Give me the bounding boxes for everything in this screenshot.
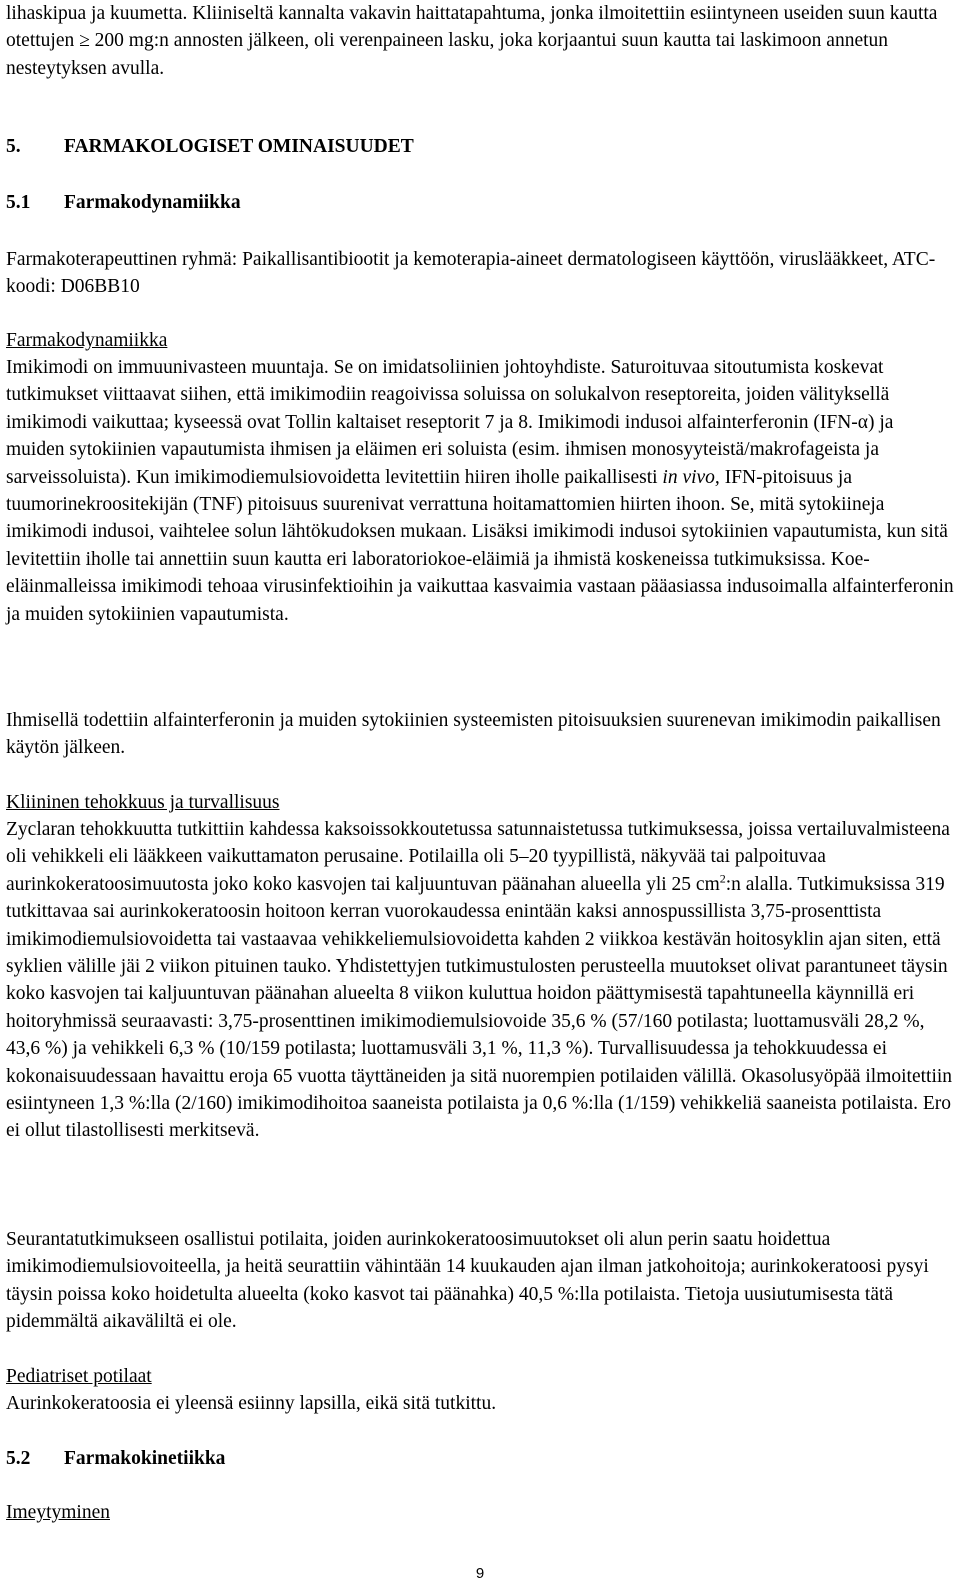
paragraph-clinical (6, 816, 956, 1145)
section-5-1-title: Farmakodynamiikka (64, 192, 241, 213)
paragraph-pediatric: Aurinkokeratoosia ei yleensä esiinny lapsilla, eikä sitä tutkittu. (6, 1393, 497, 1414)
subheading-absorption: Imeytyminen (6, 1502, 110, 1523)
paragraph-follow-up: Seurantatutkimukseen osallistui potilaita, joiden aurinkokeratoosimuutokset oli alun perin saatu hoidettua imikimodiemulsiovoiteella, ja heitä seurattiin vähintään 14 kuukauden ajan ilman jatkohoitoja; aurinkokeratoosi pysyi täysin poissa koko hoidetulta alueelta (koko kasvot tai päänahka) 40,5 %:lla potilaista. Tietoja uusiutumisesta tätä pidemmältä aikaväliltä ei ole. (6, 1229, 929, 1333)
paragraph-atc-code: Farmakoterapeuttinen ryhmä: Paikallisantibiootit ja kemoterapia-aineet dermatologiseen käyttöön, viruslääkkeet, ATC-koodi: D06BB10 (6, 249, 936, 298)
section-5-2-number: 5.2 (6, 1448, 31, 1469)
page-number: 9 (475, 1565, 485, 1582)
section-5-1-heading (6, 189, 956, 216)
paragraph-pharmacodynamics (6, 354, 956, 628)
clinical-text-1: Zyclaran tehokkuutta tutkittiin kahdessa kaksoissokkoutetussa satunnaistetussa tutkimuksessa, joissa vertailuvalmisteena oli vehikkeli eli lääkkeen vaikuttamaton perusaine. Potilailla oli 5–20 tyypillistä, näkyvää tai palpoituvaa aurinkokeratoosimuutosta joko koko kasvojen tai kaljuuntuvan päänahan alueella yli 25 cm (6, 819, 950, 895)
subheading-pharmacodynamics: Farmakodynamiikka (6, 330, 168, 351)
pd-text-2: IFN-pitoisuus ja tuumorinekroositekijän (TNF) pitoisuus suurenivat verrattuna hoitamattomien hiirten ihoon. Se, mitä sytokiineja imikimodi indusoi, vaihtelee solun lähtökudoksen mukaan. Lisäksi imikimodi indusoi sytokiinien vapautumista, kun sitä levitettiin iholle tai annettiin suun kautta eri laboratoriokoe-eläimiä ja ihmistä koskeneissa tutkimuksissa. Koe-eläinmalleissa imikimodi tehoaa virusinfektioihin ja vaikuttaa kasvaimia vastaan pääasiassa indusoimalla alfainterferonin ja muiden sytokiinien vapautumista. (6, 466, 954, 625)
subheading-pediatric: Pediatriset potilaat (6, 1366, 152, 1387)
section-5-1-number: 5.1 (6, 192, 31, 213)
section-5-title: FARMAKOLOGISET OMINAISUUDET (64, 136, 414, 157)
section-5-heading (6, 133, 956, 160)
section-5-2-heading (6, 1445, 956, 1472)
paragraph-human-levels: Ihmisellä todettiin alfainterferonin ja muiden sytokiinien systeemisten pitoisuuksien suurenevan imikimodin paikallisen käytön jälkeen. (6, 710, 941, 759)
pd-text-italic: in vivo, (662, 466, 720, 488)
paragraph-adverse-effects: lihaskipua ja kuumetta. Kliiniseltä kannalta vakavin haittatapahtuma, jonka ilmoitettiin esiintyneen useiden suun kautta otettujen ≥ 200 mg:n annosten jälkeen, oli verenpaineen lasku, joka korjaantui suun kautta tai laskimoon annetun nesteytyksen avulla. (6, 3, 938, 79)
clinical-superscript: 2 (719, 871, 726, 886)
section-5-number: 5. (6, 136, 21, 157)
section-5-2-title: Farmakokinetiikka (64, 1448, 226, 1469)
clinical-text-2: :n alalla. Tutkimuksissa 319 tutkittavaa sai aurinkokeratoosin hoitoon kerran vuorokaudessa enintään kaksi annospussillista 3,75-prosenttista imikimodiemulsiovoidetta tai vastaavaa vehikkeliemulsiovoidetta kahden 2 viikkoa kestävän hoitosyklin ajan siten, että syklien välille jäi 2 viikon pituinen tauko. Yhdistettyjen tutkimustulosten perusteella muutokset olivat parantuneet täysin koko kasvojen tai kaljuuntuvan päänahan alueelta 8 viikon kuluttua hoidon päättymisestä tapahtuneella käynnillä eri hoitoryhmissä seuraavasti: 3,75-prosenttinen imikimodiemulsiovoide 35,6 % (57/160 potilasta; luottamusväli 28,2 %, 43,6 %) ja vehikkeli 6,3 % (10/159 potilasta; luottamusväli 3,1 %, 11,3 %). Turvallisuudessa ja tehokkuudessa ei kokonaisuudessaan havaittu eroja 65 vuotta täyttäneiden ja sitä nuorempien potilaiden välillä. Okasolusyöpää ilmoitettiin esiintyneen 1,3 %:lla (2/160) imikimodihoitoa saaneista potilaista ja 0,6 %:lla (1/159) vehikkeliä saaneista potilaista. Ero ei ollut tilastollisesti merkitsevä. (6, 873, 953, 1142)
pd-text-1: Imikimodi on immuunivasteen muuntaja. Se on imidatsoliinien johtoyhdiste. Saturoituvaa sitoutumista koskevat tutkimukset viittaavat siihen, että imikimodiin reagoivissa soluissa on solukalvon reseptoreita, joiden välityksellä imikimodi vaikuttaa; kyseessä ovat Tollin kaltaiset reseptorit 7 ja 8. Imikimodi indusoi alfainterferonin (IFN-α) ja muiden sytokiinien vapautumista ihmisen ja eläimen eri soluista (esim. ihmisen monosyyteistä/makrofageista ja sarveissoluista). Kun imikimodiemulsiovoidetta levitettiin hiiren iholle paikallisesti (6, 357, 894, 488)
subheading-clinical: Kliininen tehokkuus ja turvallisuus (6, 792, 280, 813)
